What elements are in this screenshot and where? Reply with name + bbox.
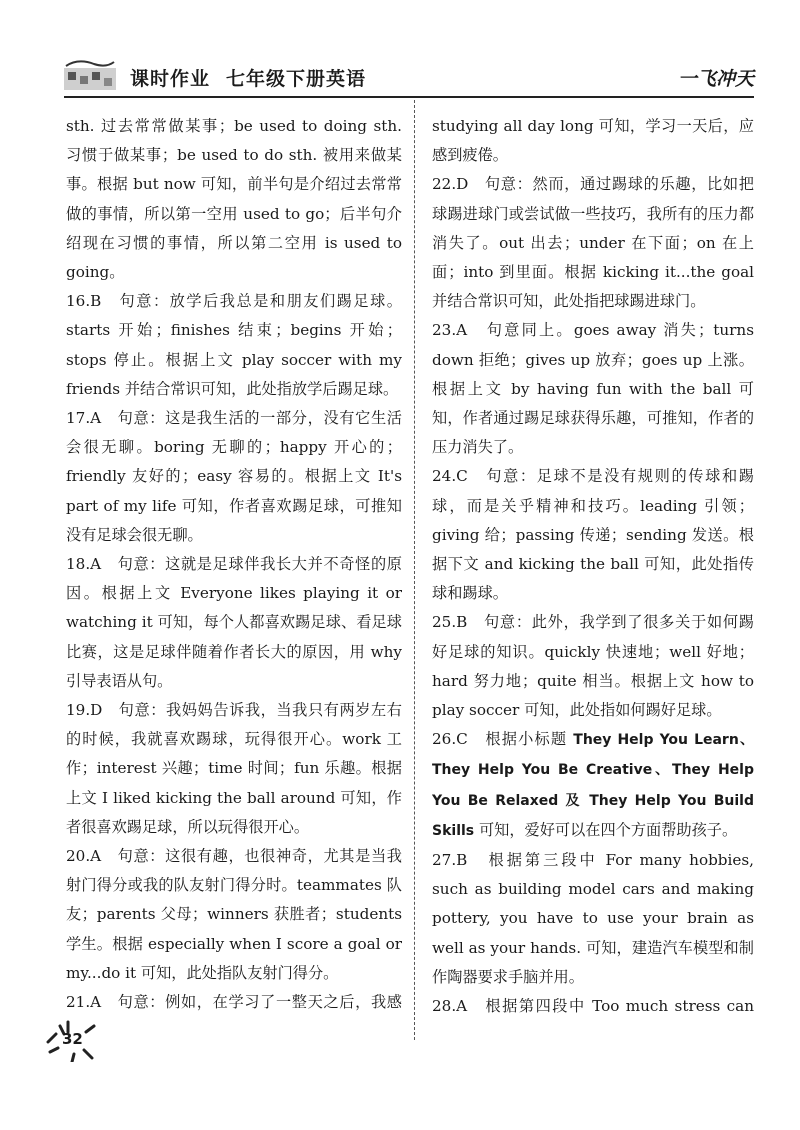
answer-25: 25.B 句意：此外，我学到了很多关于如何踢好足球的知识。quickly 快速地；well 好地；hard 努力地；quite 相当。根据上文 how to play soccer 可知，此处指如何踢好足球。 [432, 613, 754, 720]
answer-27: 27.B 根据第三段中 For many hobbies, such as building model cars and making pottery, you have to use your brain as well as your hands. 可知，建造汽车模型和制作陶器要求手脑并用。 [432, 851, 754, 986]
answer-22: 22.D 句意：然而，通过踢球的乐趣，比如把球踢进球门或尝试做一些技巧，我所有的压力都消失了。out 出去；under 在下面；on 在上面；into 到里面。根据 kicking it...the goal 并结合常识可知，此处指把球踢进球门。 [432, 175, 754, 311]
answer-21: 21.A 句意：例如，在学习了一整天之后，我感 [66, 993, 402, 1012]
answer-28: 28.A 根据第四段中 Too much stress can [432, 997, 754, 1016]
answer-26-suffix: 可知，爱好可以在四个方面帮助孩子。 [474, 820, 738, 839]
header-brand: 一飞冲天 [677, 68, 754, 90]
header-title-text: 课时作业 [130, 68, 211, 90]
header-logo-icon [64, 60, 116, 90]
left-column [66, 112, 402, 1022]
answer-19: 19.D 句意：我妈妈告诉我，当我只有两岁左右的时候，我就喜欢踢球，玩得很开心。work 工作；interest 兴趣；time 时间；fun 乐趣。根据上文 I liked kicking the ball around 可知，作者很喜欢踢足球，所以玩得很开心。 [66, 701, 402, 836]
answer-26-subtitles: They Help You Learn、They Help You Be Creative、They Help You Be Relaxed 及 They Help You Build Skills [432, 732, 754, 839]
page-header [64, 56, 754, 98]
answer-20: 20.A 句意：这很有趣，也很神奇，尤其是当我射门得分或我的队友射门得分时。teammates 队友；parents 父母；winners 获胜者；students 学生。根据 especially when I score a goal or my...do it 可知，此处指队友射门得分。 [66, 847, 402, 982]
answer-26-prefix: 26.C 根据小标题 [432, 730, 574, 749]
answer-24: 24.C 句意：足球不是没有规则的传球和踢球，而是关乎精神和技巧。leading 引领；giving 给；passing 传递；sending 发送。根据下文 and kicking the ball 可知，此处指传球和踢球。 [432, 467, 754, 603]
header-subject: 七年级下册英语 [226, 68, 367, 90]
answer-continuation: sth. 过去常常做某事；be used to doing sth. 习惯于做某事；be used to do sth. 被用来做某事。根据 but now 可知，前半句是介绍过去常常做的事情，所以第一空用 used to go；后半句介绍现在习惯的事情，所以第二空用 is used to going。 [66, 117, 402, 282]
page-number-badge [38, 1012, 118, 1062]
answer-16: 16.B 句意：放学后我总是和朋友们踢足球。starts 开始；finishes 结束；begins 开始；stops 停止。根据上文 play soccer with my friends 并结合常识可知，此处指放学后踢足球。 [66, 292, 402, 398]
column-divider [414, 100, 415, 1040]
header-title [130, 64, 366, 91]
page-number: 32 [62, 1030, 83, 1048]
answer-18: 18.A 句意：这就是足球伴我长大并不奇怪的原因。根据上文 Everyone likes playing it or watching it 可知，每个人都喜欢踢足球、看足球比赛，这是足球伴随着作者长大的原因，用 why 引导表语从句。 [66, 555, 402, 690]
answer-23: 23.A 句意同上。goes away 消失；turns down 拒绝；gives up 放弃；goes up 上涨。根据上文 by having fun with the ball 可知，作者通过踢足球获得乐趣，可推知，作者的压力消失了。 [432, 321, 754, 457]
answer-21-continuation: studying all day long 可知，学习一天后，应感到疲倦。 [432, 117, 754, 165]
answer-26 [432, 725, 754, 846]
answer-17: 17.A 句意：这是我生活的一部分，没有它生活会很无聊。boring 无聊的；happy 开心的；friendly 友好的；easy 容易的。根据上文 It's part of my life 可知，作者喜欢踢足球，可推知没有足球会很无聊。 [66, 409, 402, 544]
right-column [432, 112, 754, 1022]
